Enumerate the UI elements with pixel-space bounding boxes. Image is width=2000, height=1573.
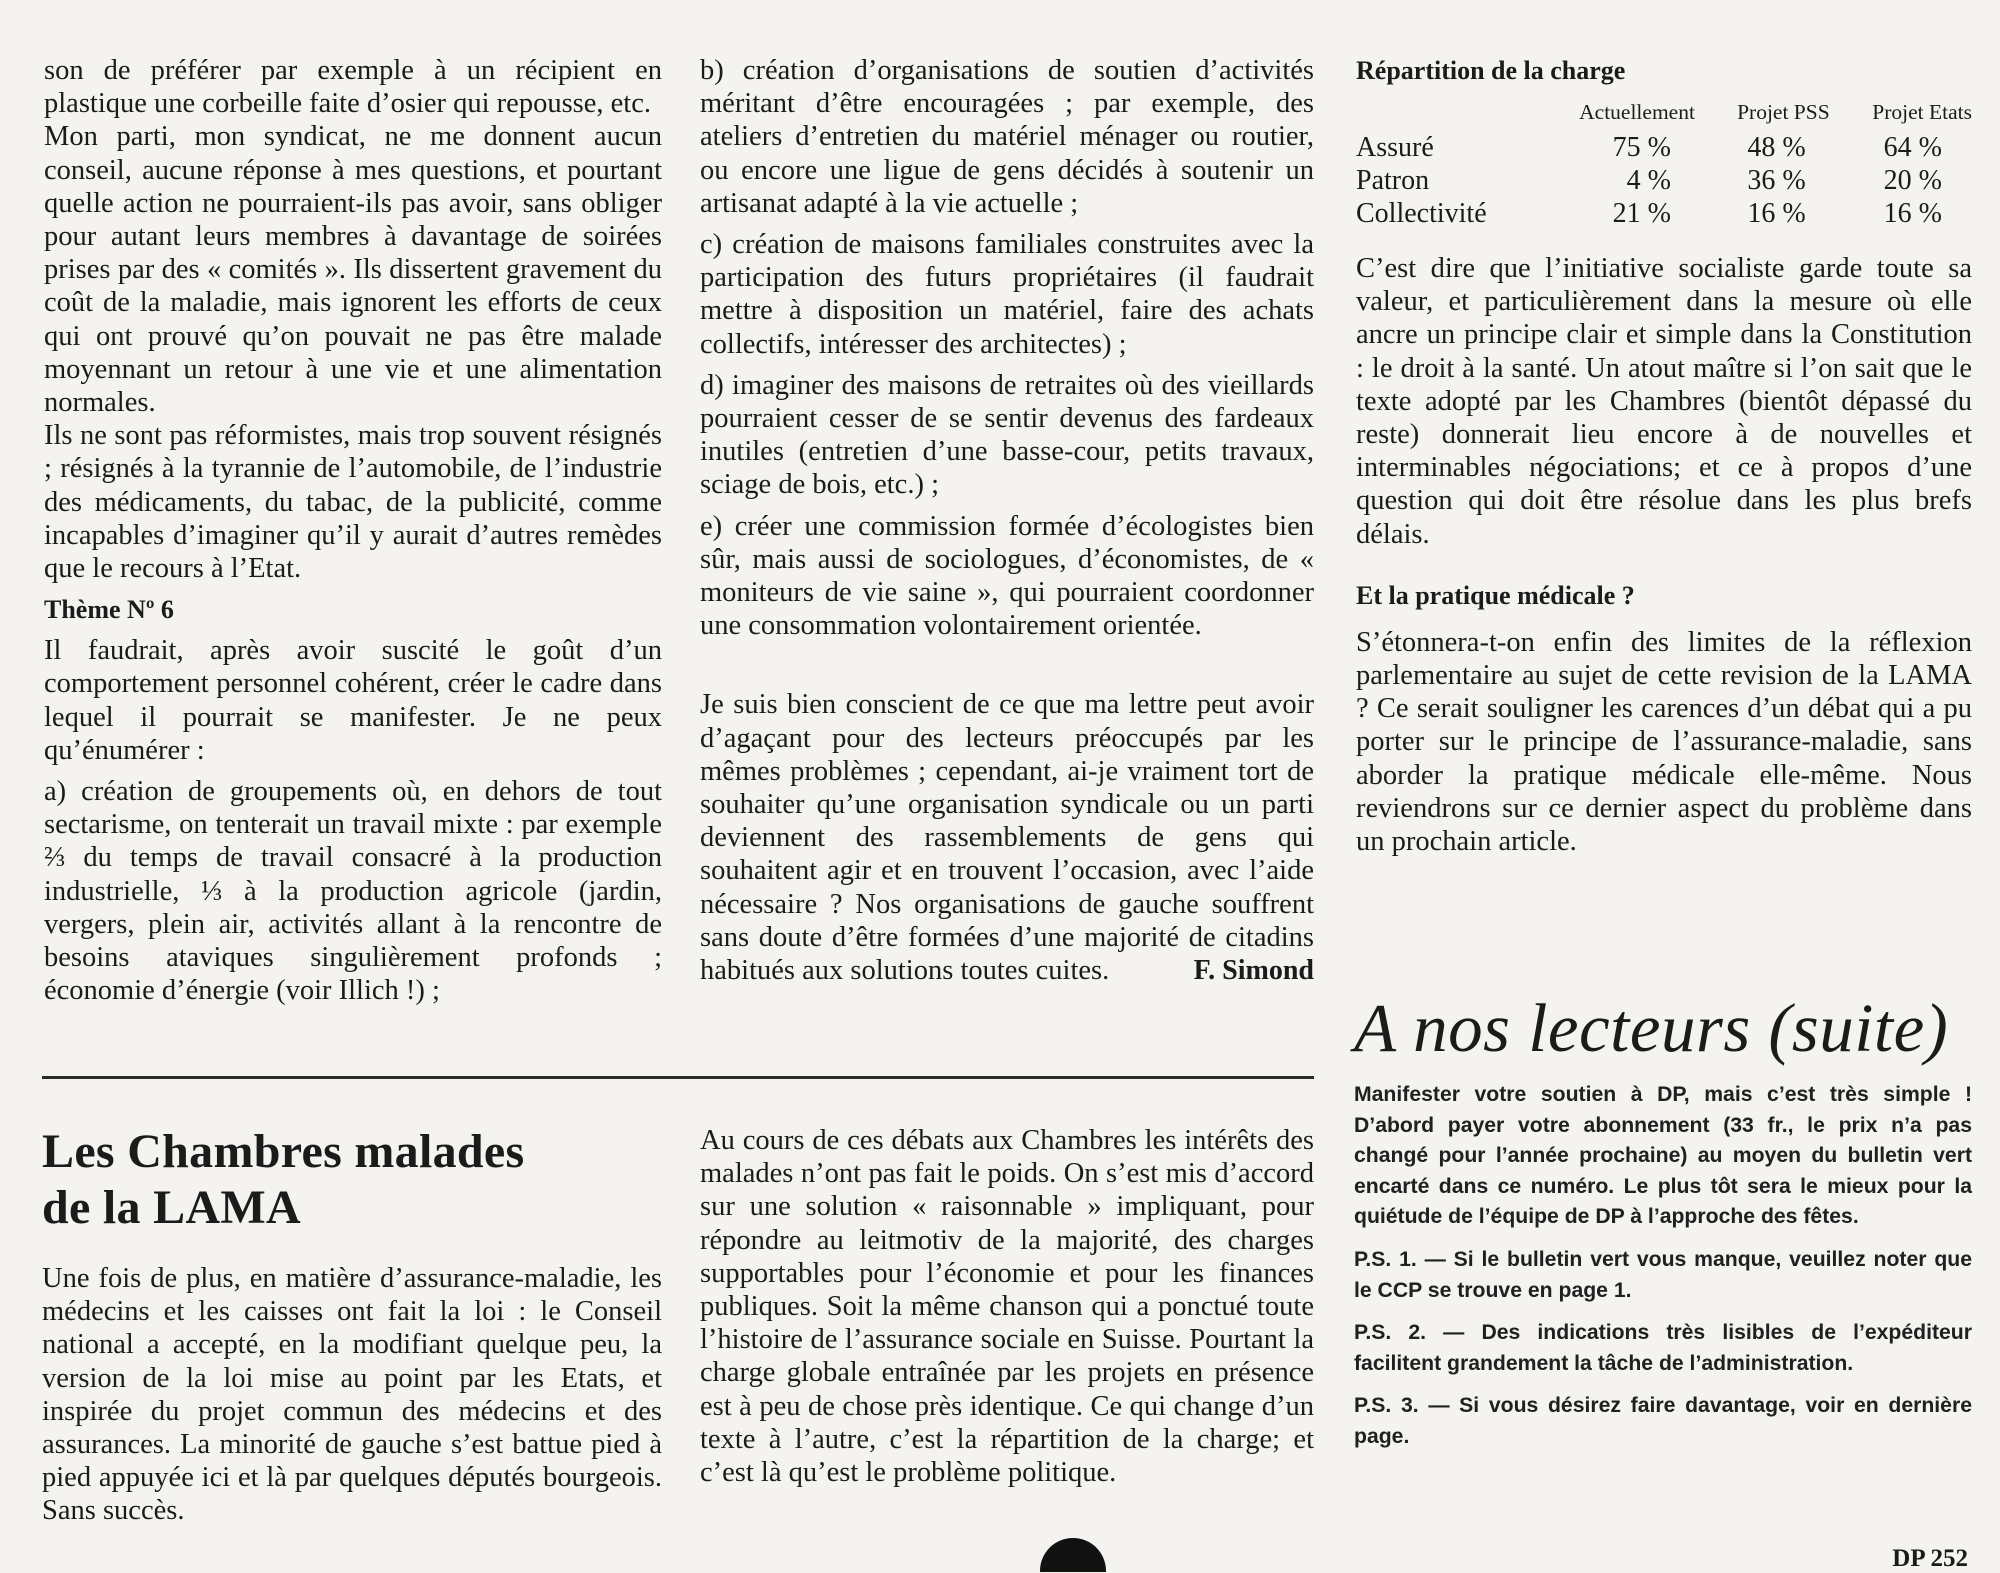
paragraph: Ils ne sont pas réformistes, mais trop souvent résignés ; résignés à la tyrannie de l’automobile, de l’industrie des médicaments, du tabac, de la publicité, comme incapables d’imaginer qu’il y aurait d’autres remèdes que le recours à l’Etat. <box>44 420 662 585</box>
table-row <box>1356 197 1972 230</box>
readers-body <box>1354 1080 1972 1453</box>
section-heading: Et la pratique médicale ? <box>1356 580 1635 610</box>
table-cell: 75 % <box>1612 132 1671 163</box>
table-cell: 48 % <box>1747 132 1806 163</box>
paragraph: c) création de maisons familiales construites avec la participation des futurs propriétaires (il faudrait mettre à disposition un matériel, faire des achats collectifs, intéresser des architectes) ; <box>700 229 1314 360</box>
paragraph: C’est dire que l’initiative socialiste garde toute sa valeur, et particulièrement dans la mesure où elle ancre un principe clair et simple dans la Constitution : le droit à la santé. Un atout maître si l’on sait que le texte adopté par les Chambres (bientôt dépassé du reste) donnerait lieu encore à de nouvelles et interminables négociations; et ce à propos d’une question qui doit être résolue dans les plus brefs délais. <box>1356 253 1972 550</box>
page-label: DP 252 <box>1892 1545 1968 1572</box>
charge-table <box>1356 97 1972 230</box>
paragraph: Il faudrait, après avoir suscité le goût d’un comportement personnel cohérent, créer le cadre dans lequel il pourrait se manifester. Je ne peux qu’énumérer : <box>44 635 662 766</box>
table-header: Actuellement <box>1579 100 1695 124</box>
table-cell: 21 % <box>1612 198 1671 229</box>
table-cell: 64 % <box>1883 132 1942 163</box>
paragraph: a) création de groupements où, en dehors de tout sectarisme, on tenterait un travail mixte : par exemple ⅔ du temps de travail consacré à la production industrielle, ⅓ à la production agricole (jardin, vergers, plein air, activités allant à la rencontre de besoins ataviques singulièrement profonds ; économie d’énergie (voir Illich !) ; <box>44 776 662 1007</box>
paragraph: e) créer une commission formée d’écologistes bien sûr, mais aussi de sociologues, d’économistes, de « moniteurs de vie saine », qui pourraient coordonner une consommation volontairement orientée. <box>700 510 1314 642</box>
table-cell: 4 % <box>1626 165 1671 196</box>
article-title <box>42 1124 682 1236</box>
ink-blot-mark <box>1040 1538 1106 1572</box>
article-title-line: de la LAMA <box>42 1181 301 1234</box>
column-2 <box>700 54 1314 987</box>
column-1 <box>44 54 662 1007</box>
table-header <box>1356 97 1535 131</box>
paragraph: Manifester votre soutien à DP, mais c’est très simple ! D’abord payer votre abonnement (33 fr., le prix n’a pas changé pour l’année prochaine) au moyen du bulletin vert encarté dans ce numéro. Le plus tôt sera le mieux pour la quiétude de l’équipe de DP à l’approche des fêtes. <box>1354 1083 1972 1229</box>
article-left-column <box>42 1262 662 1528</box>
table-row <box>1356 164 1972 197</box>
table-header: Projet PSS <box>1737 100 1830 124</box>
section-divider <box>42 1076 1314 1079</box>
paragraph: Mon parti, mon syndicat, ne me donnent aucun conseil, aucune réponse à mes questions, et pourtant quelle action ne pourraient-ils pas avoir, sans obliger pour autant leurs membres à davantage de soirées prises par des « comités ». Ils dissertent gravement du coût de la maladie, mais ignorent les efforts de ceux qui ont prouvé qu’on pouvait ne pas être malade moyennant un retour à une vie et une alimentation normales. <box>44 121 662 419</box>
table-header: Projet Etats <box>1872 100 1972 124</box>
paragraph: P.S. 2. — Des indications très lisibles de l’expéditeur facilitent grandement la tâche de l’administration. <box>1354 1321 1972 1375</box>
signature: F. Simond <box>1193 955 1314 987</box>
table-cell: 16 % <box>1883 198 1942 229</box>
column-3 <box>1356 54 1972 866</box>
paragraph: d) imaginer des maisons de retraites où des vieillards pourraient cesser de se sentir devenus des fardeaux inutiles (entretien d’une basse-cour, petits travaux, sciage de bois, etc.) ; <box>700 369 1314 501</box>
article-title-line: Les Chambres malades <box>42 1125 525 1178</box>
paragraph: P.S. 3. — Si vous désirez faire davantage, voir en dernière page. <box>1354 1394 1972 1448</box>
table-cell: 16 % <box>1747 198 1806 229</box>
paragraph: S’étonnera-t-on enfin des limites de la réflexion parlementaire au sujet de cette revision de la LAMA ? Ce serait souligner les carences d’un débat qui a pu porter sur le principe de l’assurance-maladie, sans aborder la pratique médicale elle-même. Nous reviendrons sur ce dernier aspect du problème dans un prochain article. <box>1356 626 1972 858</box>
table-cell: 36 % <box>1747 165 1806 196</box>
paragraph: son de préférer par exemple à un récipient en plastique une corbeille faite d’osier qui repousse, etc. <box>44 55 662 120</box>
paragraph: Au cours de ces débats aux Chambres les intérêts des malades n’ont pas fait le poids. On s’est mis d’accord sur une solution « raisonnable » impliquant, pour répondre au leitmotiv de la majorité, des charges supportables pour l’économie et pour les finances publiques. Soit la même chanson qui a ponctué toute l’histoire de l’assurance sociale en Suisse. Pourtant la charge globale entraînée par les projets en présence est à peu de chose près identique. Ce qui change d’un texte à l’autre, c’est la répartition de la charge; et c’est là qu’est le problème politique. <box>700 1125 1314 1489</box>
table-cell: Patron <box>1356 165 1430 196</box>
readers-notice <box>1354 988 1972 1465</box>
letter-closing <box>700 688 1314 987</box>
theme-heading: Thème Nº 6 <box>44 595 174 625</box>
paragraph: P.S. 1. — Si le bulletin vert vous manque, veuillez noter que le CCP se trouve en page 1. <box>1354 1247 1972 1302</box>
table-row <box>1356 131 1972 164</box>
table-cell: Assuré <box>1356 132 1434 163</box>
paragraph: Une fois de plus, en matière d’assurance-maladie, les médecins et les caisses ont fait la loi : le Conseil national a accepté, en la modifiant quelque peu, la version de la loi mise au point par les Etats, et inspirée du projet commun des médecins et des assurances. La minorité de gauche s’est battue pied à pied appuyée ici et là par quelques députés bourgeois. Sans succès. <box>42 1263 662 1527</box>
article-right-column <box>700 1124 1314 1489</box>
section-heading: Répartition de la charge <box>1356 56 1626 85</box>
table-cell: 20 % <box>1883 165 1942 196</box>
paragraph: b) création d’organisations de soutien d’activités méritant d’être encouragées ; par exemple, des ateliers d’entretien du matériel ménager ou routier, ou encore une ligue de gens décidés à soutenir un artisanat adapté à la vie actuelle ; <box>700 55 1314 219</box>
table-header-row <box>1356 97 1972 131</box>
readers-title: A nos lecteurs (suite) <box>1354 990 1949 1066</box>
paragraph: Je suis bien conscient de ce que ma lettre peut avoir d’agaçant pour des lecteurs préoccupés par les mêmes problèmes ; cependant, ai-je vraiment tort de souhaiter qu’une organisation syndicale ou un parti deviennent des rassemblements de gens qui souhaitent agir et en trouvent l’occasion, avec l’aide nécessaire ? Nos organisations de gauche souffrent sans doute d’être formées d’une majorité de citadins habitués aux solutions toutes cuites. <box>700 689 1314 987</box>
table-cell: Collectivité <box>1356 198 1487 229</box>
